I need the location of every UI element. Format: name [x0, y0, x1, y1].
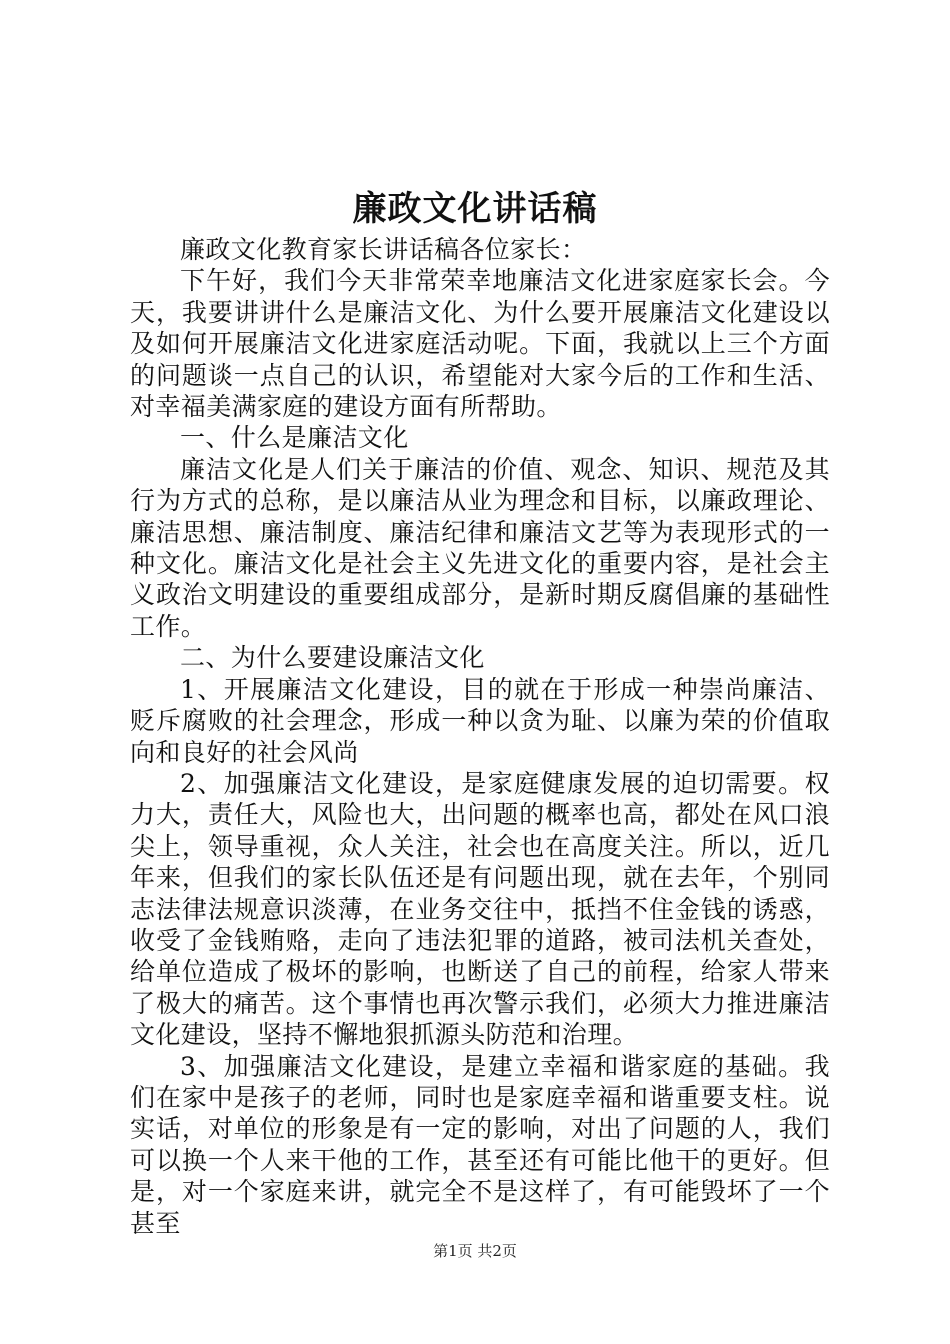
point-2-paragraph: 2、加强廉洁文化建设，是家庭健康发展的迫切需要。权力大，责任大，风险也大，出问题的概率也高，都处在风口浪尖上，领导重视，众人关注，社会也在高度关注。所以，近几年来，但我们的家长队伍还是有问题出现，就在去年，个别同志法律法规意识淡薄，在业务交往中，抵挡不住金钱的诱惑，收受了金钱贿赂，走向了违法犯罪的道路，被司法机关查处，给单位造成了极坏的影响，也断送了自己的前程，给家人带来了极大的痛苦。这个事情也再次警示我们，必须大力推进廉洁文化建设，坚持不懈地狠抓源头防范和治理。 — [130, 768, 830, 1050]
page-footer: 第1页 共2页 — [433, 1242, 517, 1260]
document-body — [130, 234, 830, 1239]
point-1-paragraph: 1、开展廉洁文化建设，目的就在于形成一种崇尚廉洁、贬斥腐败的社会理念，形成一种以贪为耻、以廉为荣的价值取向和良好的社会风尚 — [130, 674, 830, 767]
definition-paragraph: 廉洁文化是人们关于廉洁的价值、观念、知识、规范及其行为方式的总称，是以廉洁从业为理念和目标，以廉政理论、廉洁思想、廉洁制度、廉洁纪律和廉洁文艺等为表现形式的一种文化。廉洁文化是社会主义先进文化的重要内容，是社会主义政治文明建设的重要组成部分，是新时期反腐倡廉的基础性工作。 — [130, 454, 830, 641]
section-heading-2: 二、为什么要建设廉洁文化 — [180, 643, 485, 673]
document-title: 廉政文化讲话稿 — [352, 189, 598, 229]
point-3-paragraph: 3、加强廉洁文化建设，是建立幸福和谐家庭的基础。我们在家中是孩子的老师，同时也是家庭幸福和谐重要支柱。说实话，对单位的形象是有一定的影响，对出了问题的人，我们可以换一个人来干他的工作，甚至还有可能比他干的更好。但是，对一个家庭来讲，就完全不是这样了，有可能毁坏了一个甚至 — [130, 1051, 830, 1238]
section-heading-1: 一、什么是廉洁文化 — [180, 423, 409, 453]
salutation-paragraph: 廉政文化教育家长讲话稿各位家长： — [180, 235, 587, 264]
opening-paragraph: 下午好，我们今天非常荣幸地廉洁文化进家庭家长会。今天，我要讲讲什么是廉洁文化、为什么要开展廉洁文化建设以及如何开展廉洁文化进家庭活动呢。下面，我就以上三个方面的问题谈一点自己的认识，希望能对大家今后的工作和生活、对幸福美满家庭的建设方面有所帮助。 — [130, 266, 830, 422]
